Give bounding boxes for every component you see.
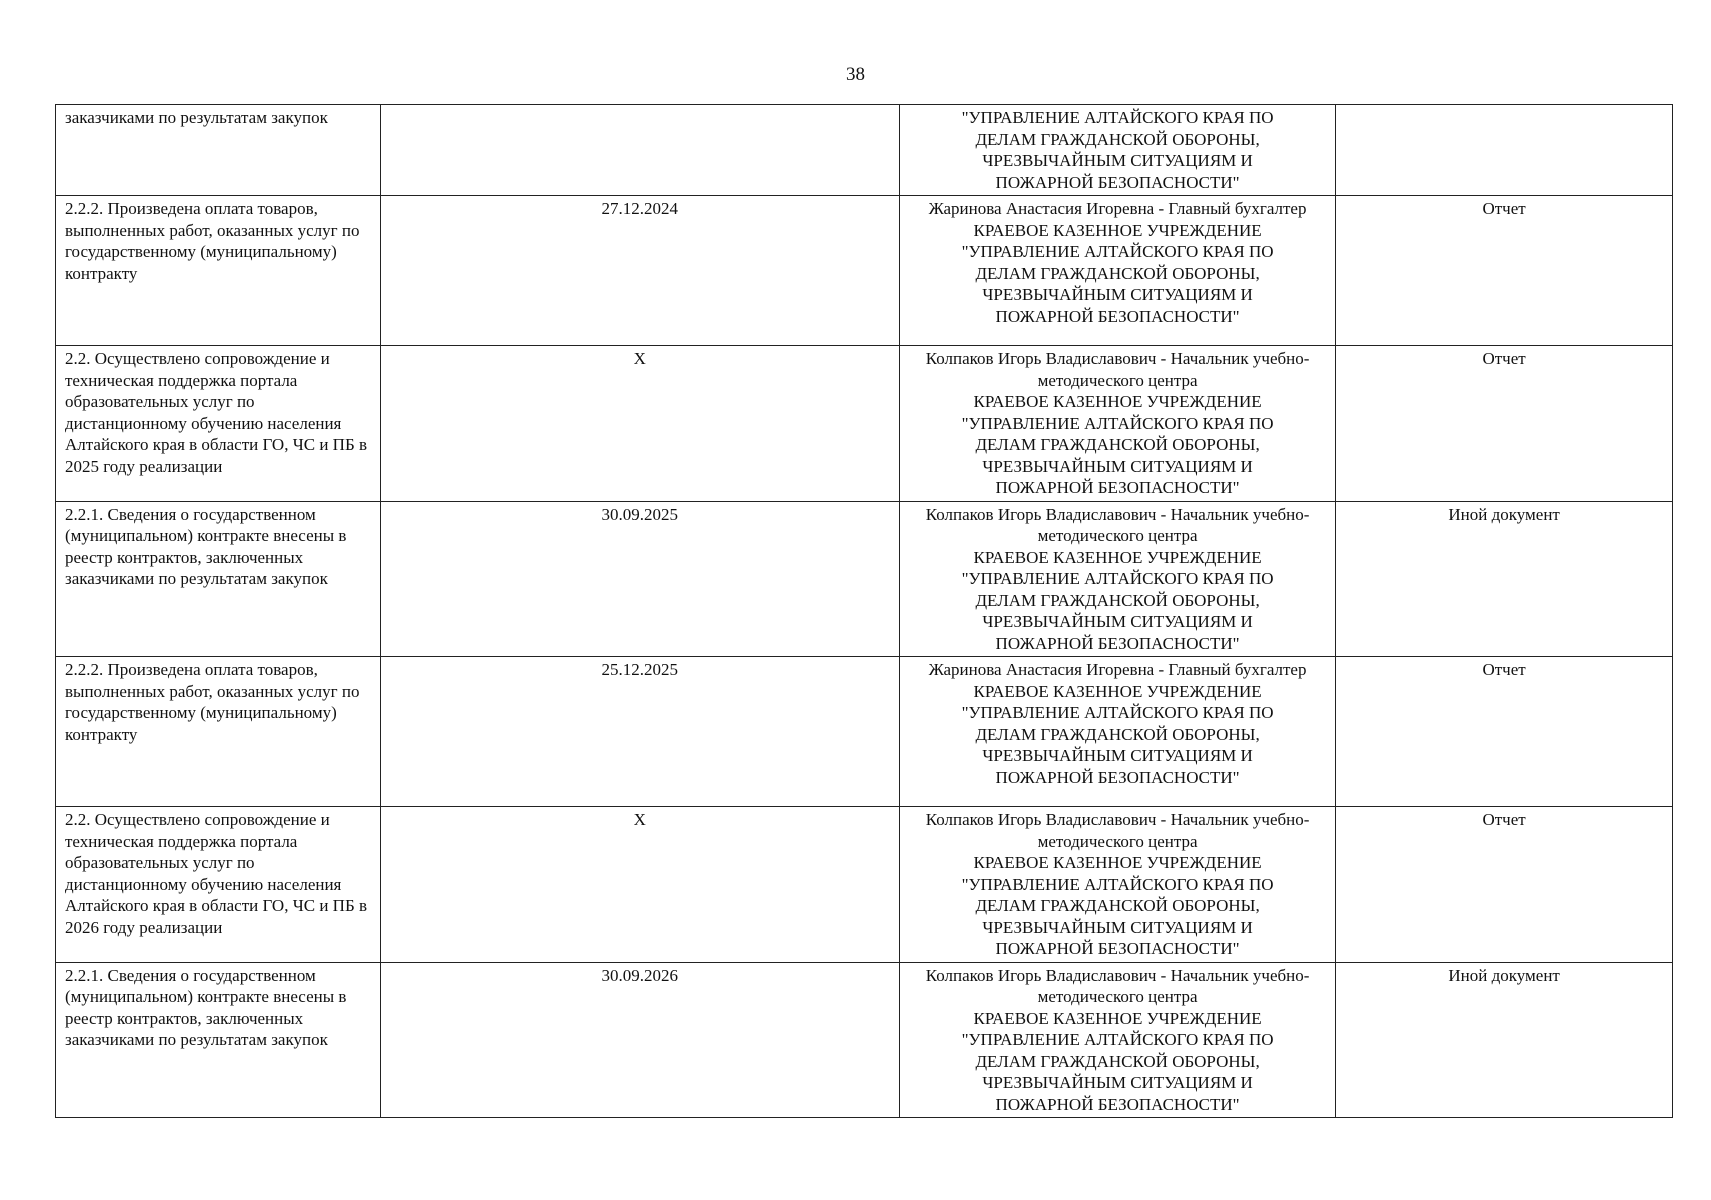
cell-description: 2.2.2. Произведена оплата товаров, выполненных работ, оказанных услуг по государственному (муниципальному) контракту [56, 657, 381, 807]
responsible-org: КРАЕВОЕ КАЗЕННОЕ УЧРЕЖДЕНИЕ "УПРАВЛЕНИЕ АЛТАЙСКОГО КРАЯ ПО ДЕЛАМ ГРАЖДАНСКОЙ ОБОРОНЫ, ЧРЕЗВЫЧАЙНЫМ СИТУАЦИЯМ И ПОЖАРНОЙ БЕЗОПАСНОСТИ" [961, 853, 1274, 958]
responsible-org: КРАЕВОЕ КАЗЕННОЕ УЧРЕЖДЕНИЕ "УПРАВЛЕНИЕ АЛТАЙСКОГО КРАЯ ПО ДЕЛАМ ГРАЖДАНСКОЙ ОБОРОНЫ, ЧРЕЗВЫЧАЙНЫМ СИТУАЦИЯМ И ПОЖАРНОЙ БЕЗОПАСНОСТИ" [961, 547, 1274, 653]
responsible-person: Колпаков Игорь Владиславович - Начальник учебно-методического центра [925, 504, 1310, 545]
cell-document: Иной документ [1336, 962, 1673, 1118]
cell-date: 25.12.2025 [380, 657, 899, 807]
responsible-person: Колпаков Игорь Владиславович - Начальник учебно-методического центра [925, 349, 1310, 390]
responsible-org: КРАЕВОЕ КАЗЕННОЕ УЧРЕЖДЕНИЕ "УПРАВЛЕНИЕ АЛТАЙСКОГО КРАЯ ПО ДЕЛАМ ГРАЖДАНСКОЙ ОБОРОНЫ, ЧРЕЗВЫЧАЙНЫМ СИТУАЦИЯМ И ПОЖАРНОЙ БЕЗОПАСНОСТИ" [961, 681, 1274, 787]
cell-date: 30.09.2026 [380, 962, 899, 1118]
table-row [56, 196, 1673, 346]
responsible-org: "УПРАВЛЕНИЕ АЛТАЙСКОГО КРАЯ ПО ДЕЛАМ ГРАЖДАНСКОЙ ОБОРОНЫ, ЧРЕЗВЫЧАЙНЫМ СИТУАЦИЯМ И ПОЖАРНОЙ БЕЗОПАСНОСТИ" [961, 108, 1274, 192]
plan-table [55, 104, 1673, 1118]
responsible-person: Жаринова Анастасия Игоревна - Главный бухгалтер [928, 660, 1307, 679]
cell-responsible [899, 657, 1335, 807]
table-row [56, 105, 1673, 196]
cell-responsible [899, 807, 1335, 963]
cell-description: заказчиками по результатам закупок [56, 105, 381, 196]
table-row [56, 657, 1673, 807]
table-row [56, 807, 1673, 963]
cell-description: 2.2.1. Сведения о государственном (муниципальном) контракте внесены в реестр контрактов, заключенных заказчиками по результатам закупок [56, 501, 381, 657]
responsible-person: Колпаков Игорь Владиславович - Начальник учебно-методического центра [925, 810, 1310, 851]
cell-document [1336, 105, 1673, 196]
cell-date: X [380, 346, 899, 502]
responsible-person: Колпаков Игорь Владиславович - Начальник учебно-методического центра [925, 965, 1310, 1006]
cell-responsible [899, 105, 1335, 196]
cell-responsible [899, 196, 1335, 346]
responsible-person: Жаринова Анастасия Игоревна - Главный бухгалтер [928, 199, 1307, 218]
responsible-org: КРАЕВОЕ КАЗЕННОЕ УЧРЕЖДЕНИЕ "УПРАВЛЕНИЕ АЛТАЙСКОГО КРАЯ ПО ДЕЛАМ ГРАЖДАНСКОЙ ОБОРОНЫ, ЧРЕЗВЫЧАЙНЫМ СИТУАЦИЯМ И ПОЖАРНОЙ БЕЗОПАСНОСТИ" [961, 392, 1274, 497]
cell-date: X [380, 807, 899, 963]
cell-responsible [899, 962, 1335, 1118]
cell-description: 2.2.2. Произведена оплата товаров, выполненных работ, оказанных услуг по государственному (муниципальному) контракту [56, 196, 381, 346]
cell-date [380, 105, 899, 196]
responsible-org: КРАЕВОЕ КАЗЕННОЕ УЧРЕЖДЕНИЕ "УПРАВЛЕНИЕ АЛТАЙСКОГО КРАЯ ПО ДЕЛАМ ГРАЖДАНСКОЙ ОБОРОНЫ, ЧРЕЗВЫЧАЙНЫМ СИТУАЦИЯМ И ПОЖАРНОЙ БЕЗОПАСНОСТИ" [961, 220, 1274, 326]
cell-document: Отчет [1336, 657, 1673, 807]
table-row [56, 962, 1673, 1118]
responsible-org: КРАЕВОЕ КАЗЕННОЕ УЧРЕЖДЕНИЕ "УПРАВЛЕНИЕ АЛТАЙСКОГО КРАЯ ПО ДЕЛАМ ГРАЖДАНСКОЙ ОБОРОНЫ, ЧРЕЗВЫЧАЙНЫМ СИТУАЦИЯМ И ПОЖАРНОЙ БЕЗОПАСНОСТИ" [961, 1008, 1274, 1114]
cell-document: Иной документ [1336, 501, 1673, 657]
table-row [56, 346, 1673, 502]
cell-description: 2.2. Осуществлено сопровождение и техническая поддержка портала образовательных услуг по дистанционному обучению населения Алтайского края в области ГО, ЧС и ПБ в 2025 году реализации [56, 346, 381, 502]
cell-date: 27.12.2024 [380, 196, 899, 346]
table-row [56, 501, 1673, 657]
page-number: 38 [846, 64, 865, 85]
cell-document: Отчет [1336, 346, 1673, 502]
cell-date: 30.09.2025 [380, 501, 899, 657]
cell-description: 2.2. Осуществлено сопровождение и техническая поддержка портала образовательных услуг по дистанционному обучению населения Алтайского края в области ГО, ЧС и ПБ в 2026 году реализации [56, 807, 381, 963]
cell-responsible [899, 501, 1335, 657]
cell-responsible [899, 346, 1335, 502]
cell-document: Отчет [1336, 807, 1673, 963]
cell-description: 2.2.1. Сведения о государственном (муниципальном) контракте внесены в реестр контрактов, заключенных заказчиками по результатам закупок [56, 962, 381, 1118]
cell-document: Отчет [1336, 196, 1673, 346]
